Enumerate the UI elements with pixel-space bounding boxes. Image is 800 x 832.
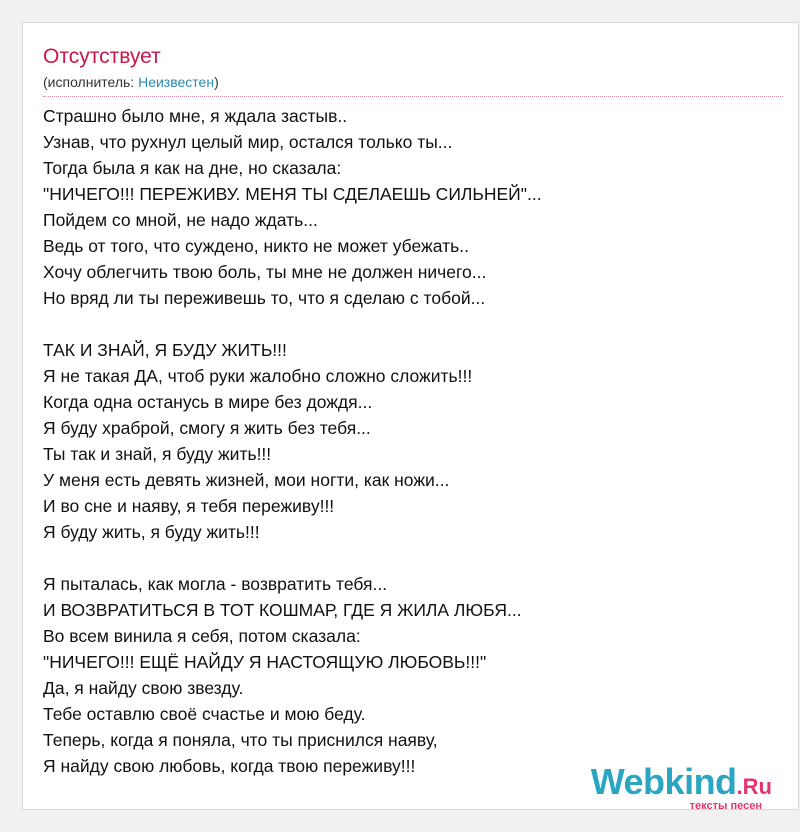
logo-wordmark [590, 761, 772, 805]
lyric-line: Да, я найду свою звезду. [43, 678, 244, 698]
lyric-line: Я не такая ДА, чтоб руки жалобно сложно сложить!!! [43, 366, 473, 386]
lyric-line: Я пыталась, как могла - возвратить тебя... [43, 574, 388, 594]
lyric-line: Во всем винила я себя, потом сказала: [43, 626, 361, 646]
artist-prefix: (исполнитель: [43, 74, 139, 90]
lyric-line: И во сне и наяву, я тебя переживу!!! [43, 496, 335, 516]
lyric-line: "НИЧЕГО!!! ПЕРЕЖИВУ. МЕНЯ ТЫ СДЕЛАЕШЬ СИЛЬНЕЙ"... [43, 184, 542, 204]
lyric-line: Хочу облегчить твою боль, ты мне не должен ничего... [43, 262, 487, 282]
logo-tagline: тексты песен [689, 800, 762, 812]
stanza-break [43, 311, 783, 337]
lyric-line: Я буду жить, я буду жить!!! [43, 522, 260, 542]
artist-link[interactable]: Неизвестен [138, 74, 215, 90]
artist-meta [43, 73, 219, 91]
lyric-line: Пойдем со мной, не надо ждать... [43, 210, 318, 230]
artist-suffix: ) [214, 74, 219, 90]
stanza-break [43, 545, 783, 571]
lyric-line: Ведь от того, что суждено, никто не может убежать.. [43, 236, 469, 256]
lyric-line: ТАК И ЗНАЙ, Я БУДУ ЖИТЬ!!! [43, 340, 287, 360]
lyric-line: Я буду храброй, смогу я жить без тебя... [43, 418, 371, 438]
lyric-line: "НИЧЕГО!!! ЕЩЁ НАЙДУ Я НАСТОЯЩУЮ ЛЮБОВЬ!!!" [43, 652, 487, 672]
lyric-line: Узнав, что рухнул целый мир, остался только ты... [43, 132, 453, 152]
lyric-line: У меня есть девять жизней, мои ногти, как ножи... [43, 470, 450, 490]
logo-name: Webkind [590, 761, 737, 802]
header-divider [43, 96, 783, 97]
lyric-line: Страшно было мне, я ждала застыв.. [43, 106, 348, 126]
lyric-line: Ты так и знай, я буду жить!!! [43, 444, 272, 464]
lyric-line: Тебе оставлю своё счастье и мою беду. [43, 704, 366, 724]
site-logo[interactable] [590, 761, 772, 812]
lyric-line: Теперь, когда я поняла, что ты приснился наяву, [43, 730, 438, 750]
lyrics-text [43, 103, 783, 779]
lyric-line: Но вряд ли ты переживешь то, что я сделаю с тобой... [43, 288, 486, 308]
lyric-line: И ВОЗВРАТИТЬСЯ В ТОТ КОШМАР, ГДЕ Я ЖИЛА ЛЮБЯ... [43, 600, 522, 620]
lyric-line: Я найду свою любовь, когда твою переживу!!! [43, 756, 416, 776]
lyric-line: Тогда была я как на дне, но сказала: [43, 158, 342, 178]
song-title: Отсутствует [43, 45, 161, 68]
logo-tld: .Ru [736, 774, 772, 799]
lyric-line: Когда одна останусь в мире без дождя... [43, 392, 373, 412]
